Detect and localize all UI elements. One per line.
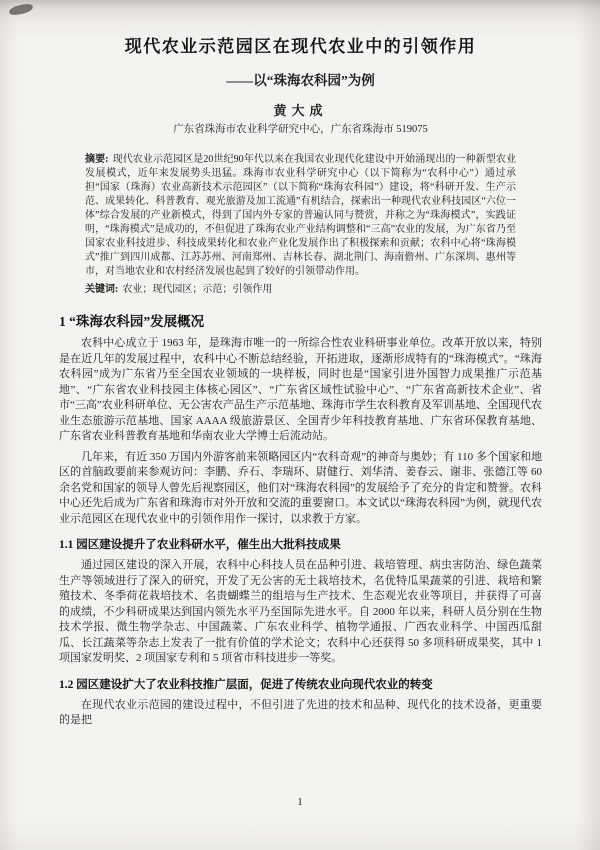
section-1-2-heading: 1.2 园区建设扩大了农业科技推广层面，促进了传统农业向现代农业的转变 (59, 678, 433, 691)
scan-smudge-mark (8, 3, 33, 17)
section-1-1-heading: 1.1 园区建设提升了农业科研水平，催生出大批科技成果 (59, 539, 341, 551)
abstract-block (85, 153, 516, 279)
section-1-paragraph-2: 几年来，有近 350 万国内外游客前来领略园区内“农科奇观”的神奇与奥妙；有 110 多个国家和地区的首脑政要前来参观访问：李鹏、乔石、李瑞环、尉健行、刘华清、姜春云、谢非、张德江等 60 余名党和国家的领导人曾先后视察园区，他们对“珠海农科园”的发展给予了充分的肯定和赞誉。农科中心还先后成为广东省和珠海市对外开放和交流的重要窗口。本文试以“珠海农科园”为例，就现代农业示范园区在现代农业中的引领作用作一探讨，以求教于方家。 (59, 450, 542, 525)
paper-subtitle: ——以“珠海农科园”为例 (226, 73, 375, 88)
section-1-2-paragraph-1: 在现代农业示范园的建设过程中，不但引进了先进的技术和品种、现代化的技术设备，更重要的是把 (59, 698, 542, 726)
section-1-heading: 1 “珠海农科园”发展概况 (59, 314, 205, 329)
author-affiliation: 广东省珠海市农业科学研究中心，广东省珠海市 519075 (173, 124, 428, 135)
abstract-label: 摘要: (85, 154, 109, 165)
keywords-label: 关键词: (85, 284, 119, 295)
keywords-block (85, 282, 516, 297)
author-name: 黄大成 (273, 103, 328, 118)
page-number: 1 (297, 796, 303, 808)
section-1-paragraph-1: 农科中心成立于 1963 年，是珠海市唯一的一所综合性农业科研事业单位。改革开放以来，特别是在近几年的发展过程中，农科中心不断总结经验，开拓进取，逐渐形成特有的“珠海模式”。“珠海农科园”成为广东省乃至全国农业领域的一块样板，同时也是“国家引进外国智力成果推广示范基地”、“广东省农业科技园主体核心园区”、“广东省区域性试验中心”、“广东省高新技术企业”、省市“三高”农业科研单位、无公害农产品生产示范基地、珠海市学生农科教育及军训基地、全国现代农业生态旅游示范基地、国家 AAAA 级旅游景区、全国青少年科技教育基地、广东省环保教育基地、广东省农业科普教育基地和华南农业大学博士后流动站。 (59, 337, 542, 442)
abstract-text: 现代农业示范园区是20世纪90年代以来在我国农业现代化建设中开始涌现出的一种新型农业发展模式，近年来发展势头迅猛。珠海市农业科学研究中心（以下简称为“农科中心”）通过承担“国家（珠海）农业高新技术示范园区”（以下简称“珠海农科园”）建设，将“科研开发、生产示范、成果转化、科普教育、观光旅游及加工流通”有机结合，探索出一种现代农业科技园区“六位一体”综合发展的产业新模式，得到了国内外专家的普遍认同与赞赏，并称之为“珠海模式”，实践证明，“珠海模式”是成功的，不但促进了珠海农业产业结构调整和“三高”农业的发展，为广东省乃至国家农业科技进步、科技成果转化和农业产业化发展作出了积极探索和贡献；农科中心将“珠海模式”推广到四川成都、江苏苏州、河南郑州、吉林长春、湖北荆门、海南儋州、广东深圳、惠州等市，对当地农业和农村经济发展也起到了较好的引领带动作用。 (85, 154, 516, 277)
keywords-text: 农业；现代园区；示范；引领作用 (122, 284, 273, 295)
section-1-1-paragraph-1: 通过园区建设的深入开展，农科中心科技人员在品种引进、栽培管理、病虫害防治、绿色蔬菜生产等领域进行了深入的研究，开发了无公害的无土栽培技术，名优特瓜果蔬菜的引进、栽培和繁殖技术、冬季荷花栽培技术、名贵蝴蝶兰的组培与生产技术、生态观光农业等项目，并获得了可喜的成绩，不少科研成果达到国内领先水平乃至国际先进水平。自 2000 年以来，科研人员分别在生物技术学报、微生物学杂志、中国蔬菜、广东农业科学、植物学通报、广西农业科学、中国西瓜甜瓜、长江蔬菜等杂志上发表了一批有价值的学术论文；农科中心还获得 50 多项科研成果奖，其中 1 项国家发明奖、2 项国家专利和 5 项省市科技进步一等奖。 (59, 559, 542, 664)
paper-content (59, 36, 542, 729)
paper-title: 现代农业示范园区在现代农业中的引领作用 (124, 37, 477, 56)
